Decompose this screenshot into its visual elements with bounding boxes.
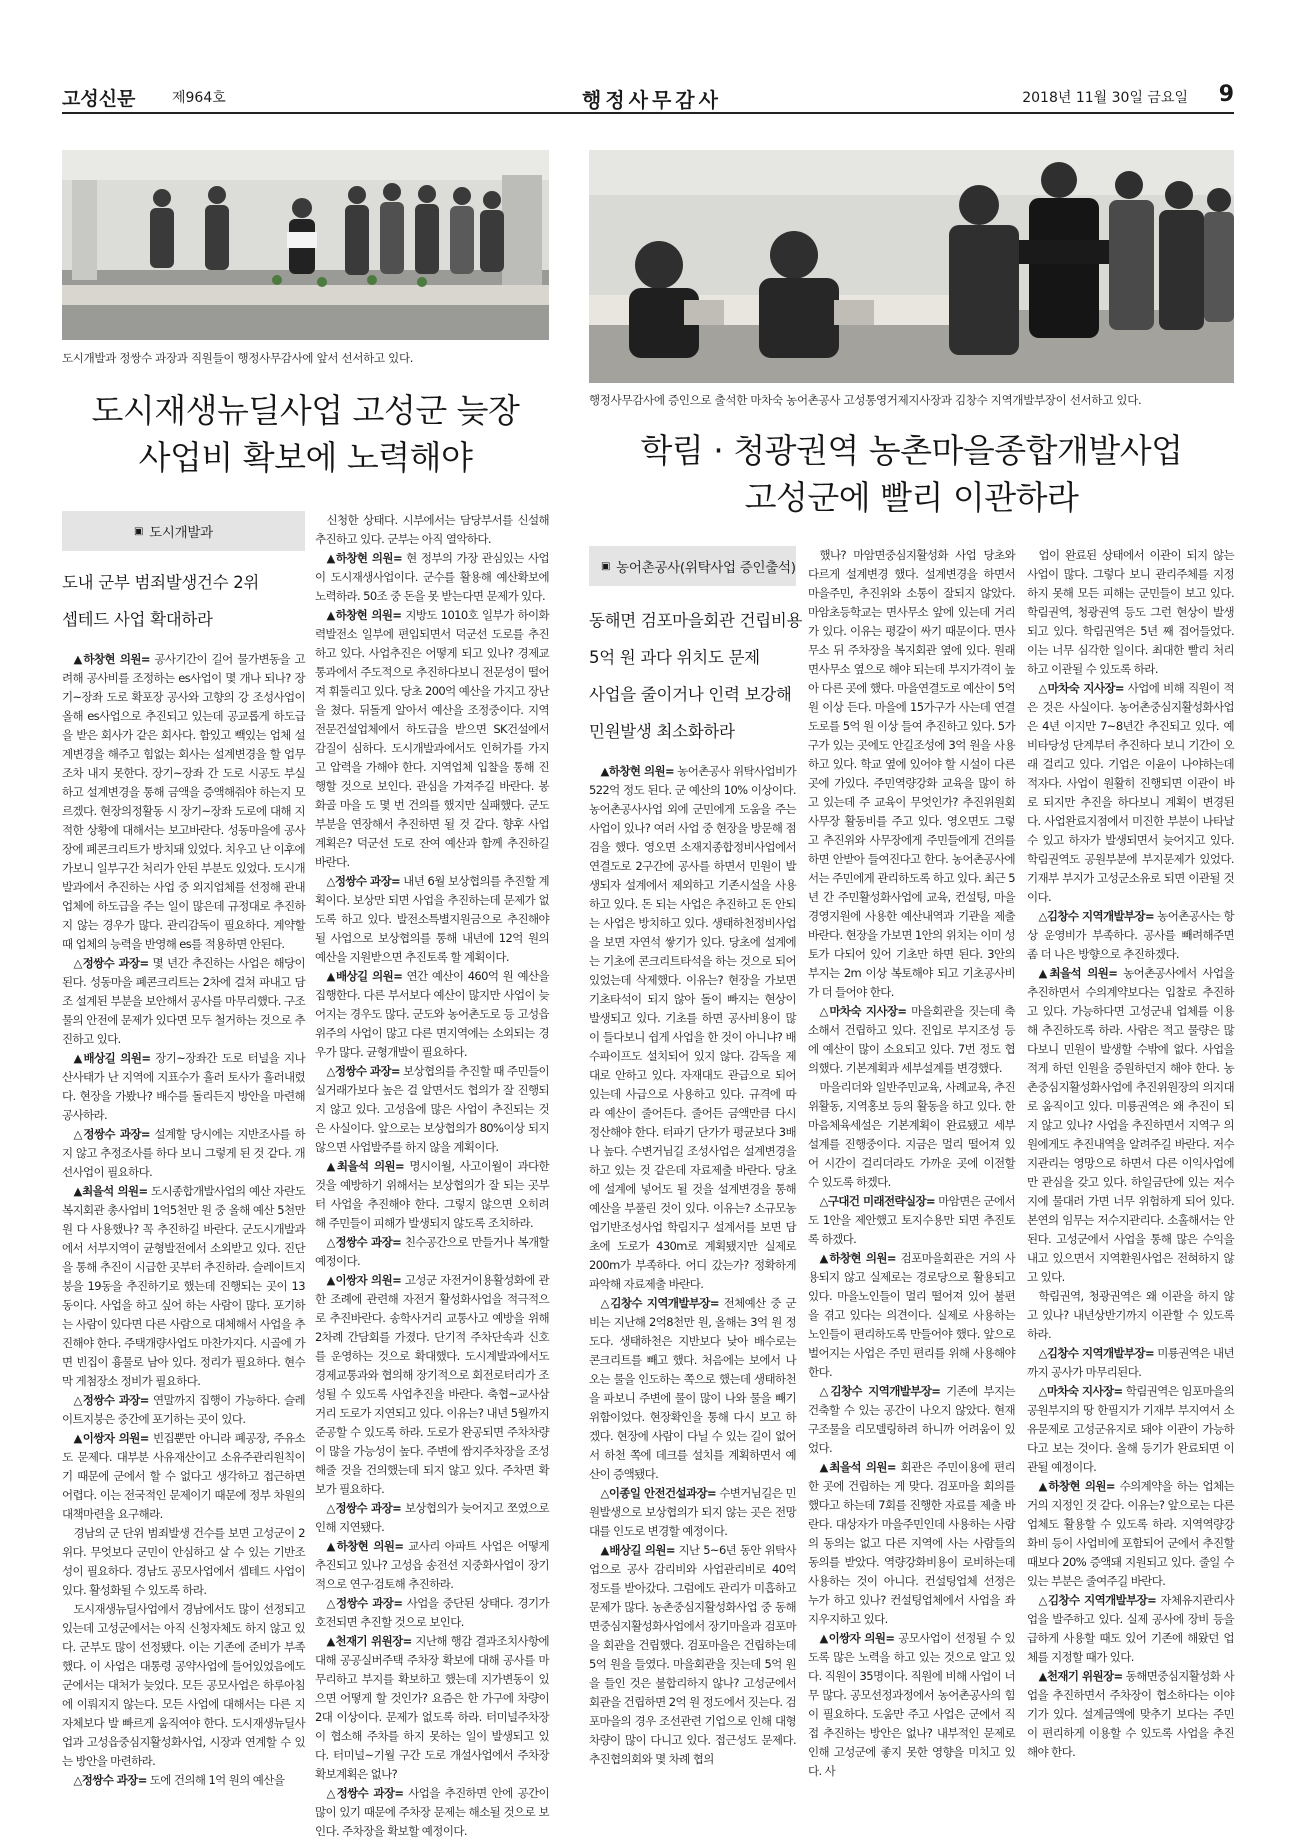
body-paragraph: ▲최을석 의원= 명시이월, 사고이월이 과다한 것을 예방하기 위해서는 보상협의가 잘 되는 곳부터 사업을 추진해야 한다. 그렇지 않으면 오히려 해 주민들이 피해가 발생되지 않도록 조치하라. bbox=[315, 1159, 549, 1230]
body-paragraph: ▲하창현 의원= 수의계약을 하는 업체는 거의 지정인 것 같다. 이유는? 앞으로는 다른 업체도 활용할 수 있도록 하라. 지역역량강화비 등이 사업비에 포함되어 군에서 추진할 때보다 20% 증액돼 지원되고 있다. 줄일 수 있는 부분은 줄여주길 바란다. bbox=[1027, 1479, 1234, 1588]
body-paragraph: ▲최을석 의원= 농어촌공사에서 사업을 추진하면서 수의계약보다는 입찰로 추진하고 있다. 가능하다면 고성군내 업체를 이용해 추진하도록 하라. 사람은 적고 물량은 많다보니 민원이 발생할 수밖에 없다. 사업을 적게 하던 인원을 증원하던지 해야 한다. 농촌중심지활성화사업에 추진위원장의 의지대로 움직이고 있다. 미룡권역은 왜 추진이 되지 않고 있나? 사업을 추진하면서 지역구 의원에게도 추진내역을 알려주길 바란다. 저수지관리는 영망으로 하면서 다른 이익사업에만 관심을 갖고 있다. 하일금단에 있는 저수지에 물대러 가면 너무 위험하게 되어 있다. 본연의 임무는 저수지관리다. 소홀해서는 안된다. 고성군에서 사업을 통해 많은 수익을 내고 있으면서 지역환원사업은 전혀하지 않고 있다. bbox=[1027, 966, 1234, 1284]
newspaper-name: 고성신문 bbox=[62, 88, 136, 110]
right-headline bbox=[589, 428, 1234, 522]
left-headline-line1: 도시재생뉴딜사업 고성군 늦장 bbox=[91, 391, 520, 430]
body-paragraph: △마차숙 지사장= 사업에 비해 직원이 적은 것은 사실이다. 농어촌중심지활성화사업은 4년 이지만 7~8년간 추진되고 있다. 예비타당성 단계부터 추진하다 보니 기간이 오래 걸리고 있다. 기업은 이윤이 나야하는데 적자다. 사업이 원활히 진행되면 이관이 바로 되지만 추진을 하다보니 계획이 변경된다. 사업완료지점에서 미진한 부분이 나타날 수 있고 하자가 발생되면서 늦어지고 있다. 학림권역도 공원부분에 부지문제가 있었다. 기재부 부지가 고성군소유로 되면 이관될 것이다. bbox=[1027, 681, 1234, 904]
body-paragraph: △마차숙 지사장= 학림권역은 임포마을의 공원부지의 땅 한필지가 기재부 부지여서 소유문제로 고성군유지로 돼야 이관이 가능하다고 보는 것이다. 올해 등기가 완료되면 이관될 예정이다. bbox=[1027, 1384, 1234, 1474]
body-paragraph: ▲하창현 의원= 교사리 아파트 사업은 어떻게 추진되고 있나? 고성읍 송전선 지중화사업이 장기적으로 연구·검토해 추진하라. bbox=[315, 1539, 549, 1591]
right-subhead-line1: 동해면 검포마을회관 건립비용 bbox=[589, 611, 803, 630]
left-body-column-2 bbox=[315, 511, 549, 1838]
body-paragraph: ▲하창현 의원= 검포마을회관은 거의 사용되지 않고 실제로는 경로당으로 활용되고 있다. 마을노인들이 멀리 떨어져 있어 불편을 겪고 있다는 의견이다. 실제로 사용하는 노인들이 편리하도록 만들어야 했다. 앞으로 벌어지는 사업은 주민 편리를 위해 사용해야 한다. bbox=[808, 1251, 1015, 1379]
right-tag-label: 농어촌공사(위탁사업 증인출석) bbox=[616, 560, 796, 576]
masthead bbox=[62, 82, 1234, 112]
body-paragraph: ▲최을석 의원= 회관은 주민이용에 편리한 곳에 건립하는 게 맞다. 검포마을 회의를 했다고 하는데 7회를 진행한 자료를 제출 바란다. 대상자가 마을주민인데 사용하는 사람의 동의는 없고 다른 지역에 사는 사람들의 동의를 받았다. 역량강화비용이 로비하는데 사용하는 것이 아니다. 컨설팅업체 선정은 누가 하고 있나? 컨설팅업체에서 사업을 좌지우지하고 있다. bbox=[808, 1460, 1015, 1626]
body-paragraph: ▲하창현 의원= 지방도 1010호 일부가 하이화력발전소 일부에 편입되면서 덕군선 도로를 추진하고 있다. 사업추진은 어떻게 되고 있나? 경제교통과에서 주도적으로 추진하다보니 전문성이 떨어져 휘둘리고 있다. 당초 200억 예산을 가지고 장난을 쳤다. 뒤돌게 알아서 예산을 조정중이다. 지역전문건설업체에서 하도급을 받으면 SK건설에서 감질이 심하다. 도시개발과에서도 인허가를 가지고 압력을 가해야 한다. 지역업체 입찰을 통해 진행할 것으로 보인다. 관심을 가져주길 바란다. 봉화골 마을 도 몇 번 건의를 했지만 실패했다. 군도부분을 연장해서 추진하면 될 것 같다. 향후 사업계획은? 덕군선 도로 잔여 예산과 함께 추진하길 바란다. bbox=[315, 608, 549, 869]
left-headline bbox=[62, 388, 549, 482]
body-paragraph: 신청한 상태다. 시부에서는 담당부서를 신설해 추진하고 있다. 군부는 아직 열악하다. bbox=[315, 513, 549, 546]
body-paragraph: ▲하창현 의원= 현 정부의 가장 관심있는 사업이 도시재생사업이다. 군수를 활용해 예산확보에 노력하라. 50조 중 돈을 못 받는다면 문제가 있다. bbox=[315, 551, 549, 603]
left-subhead bbox=[62, 564, 305, 638]
body-paragraph: △마차숙 지사장= 마을회관을 짓는데 축소해서 건립하고 있다. 진입로 부지조성 등에 예산이 많이 소요되고 있다. 7번 정도 협의했다. 기본계획과 세부설계를 변경했다. bbox=[808, 1004, 1015, 1075]
publication-date: 2018년 11월 30일 금요일 bbox=[1022, 90, 1188, 106]
body-paragraph: 학림권역, 청광권역은 왜 이관을 하지 않고 있나? 내년상반기까지 이관할 수 있도록 하라. bbox=[1027, 1289, 1234, 1341]
body-paragraph: △정쌍수 과장= 친수공간으로 만들거나 복개할 예정이다. bbox=[315, 1235, 549, 1268]
body-paragraph: △김창수 지역개발부장= 농어촌공사는 항상 운영비가 부족하다. 공사를 빼려해주면 좀 더 나은 방향으로 추진하겠다. bbox=[1027, 909, 1234, 961]
right-section-tag bbox=[589, 546, 796, 586]
body-paragraph: ▲배상길 의원= 지난 5~6년 동안 위탁사업으로 공사 감리비와 사업관리비로 40억 정도를 받아갔다. 그럼에도 관리가 미흡하고 문제가 많다. 농촌중심지활성화사업 중 동해면중심지활성화사업에서 장기마을과 검포마을 회관을 건립했다. 검포마을은 건립하는데 5억 원을 들였다. 마을회관을 짓는데 5억 원을 들인 것은 불합리하지 않나? 고성군에서 회관을 건립하면 2억 원 정도에서 짓는다. 검포마을의 경우 조선관련 기업으로 인해 대형차량이 많이 다니고 있다. 접근성도 문제다. 추진협의회와 몇 차례 협의 bbox=[589, 1543, 797, 1766]
right-subhead-line2: 5억 원 과다 위치도 문제 bbox=[589, 648, 760, 667]
body-paragraph: ▲이쌍자 의원= 고성군 자전거이용활성화에 관한 조례에 관련해 자전거 활성화사업을 적극적으로 추진바란다. 송학사거리 교통사고 예방을 위해 2차례 간담회를 가졌다. 단기적 주차단속과 신호를 운영하는 것으로 확대했다. 도시계발과에서도 경제교통과와 협의해 장기적으로 회전로터리가 조성될 수 있도록 사업추진을 바란다. 축협~교사삼거리 도로가 지연되고 있다. 이유는? 내년 5월까지 준공할 수 있도록 하라. 도로가 완공되면 주차차량이 많을 가능성이 높다. 주변에 쌈지주차장을 조성해줄 것을 건의했는데 되지 않고 있다. 주차면 확보가 필요하다. bbox=[315, 1273, 549, 1496]
body-paragraph: △정쌍수 과장= 보상협의를 추진할 때 주민들이 실거래가보다 높은 걸 알면서도 협의가 잘 진행되지 않고 있다. 고성읍에 많은 사업이 추진되는 것은 사실이다. 앞으로는 보상협의가 80%이상 되지 않으면 사업발주를 하지 않을 계획이다. bbox=[315, 1064, 549, 1154]
body-paragraph: △김창수 지역개발부장= 기존에 부지는 건축할 수 있는 공간이 나오지 않았다. 현재 구조물을 리모델링하려 하니까 어려움이 있었다. bbox=[808, 1384, 1015, 1455]
body-paragraph: △정쌍수 과장= 사업을 중단된 상태다. 경기가 호전되면 추진할 것으로 보인다. bbox=[315, 1596, 549, 1629]
body-paragraph: △구대건 미래전략실장= 마암면은 군에서도 1안을 제안했고 토지수용만 되면 추진토록 하겠다. bbox=[808, 1194, 1015, 1246]
body-paragraph: △김창수 지역개발부장= 전체예산 중 군비는 지난해 2억8천만 원, 올해는 3억 원 정도다. 생태하천은 지반보다 낮아 배수로는 콘크리트를 빼고 했다. 처음에는 보에서 나오는 물을 인도하는 쪽으로 했는데 생태하천을 파보니 주변에 물이 많이 나와 물을 빼기 위함이었다. 현장확인을 통해 다시 보고 하겠다. 현장에 사람이 다닐 수 있는 길이 없어서 하천 쪽에 데크를 설치를 계획하면서 예산이 증액됐다. bbox=[589, 1296, 796, 1481]
right-body-column-3 bbox=[1027, 546, 1234, 1759]
square-bullet-icon: ▣ bbox=[134, 525, 144, 537]
right-body-column-2 bbox=[808, 546, 1016, 1778]
body-paragraph: ▲하창현 의원= 농어촌공사 위탁사업비가 522억 정도 된다. 군 예산의 10% 이상이다. 농어촌공사사업 외에 군민에게 도움을 주는 사업이 있나? 여러 사업 중 현장을 방문해 점검을 했다. 영오면 소재지종합정비사업에서 연결도로 2구간에 공사를 하면서 민원이 발생되자 설계에서 제외하고 기존시설을 사용하고 있다. 돈 되는 사업은 추진하고 돈 안되는 사업은 방치하고 있다. 생태하천정비사업을 보면 자연석 쌓기가 있다. 당초에 설계에는 기초에 콘크리트타석을 하는 것으로 되어 있었는데 삭제했다. 이유는? 현장을 가보면 기초타석이 되지 않아 돌이 빠지는 현상이 발생되고 있다. 기초를 하면 공사비용이 많이 들다보니 쉽게 사업을 한 것이 아니냐? 배수파이프도 설치되어 있지 않다. 감독을 제대로 안하고 있다. 자재대도 관급으로 되어 있는데 사급으로 사용하고 있다. 규격에 따라 예산이 줄어든다. 줄어든 금액만큼 다시 정산해야 한다. 터파기 단가가 평균보다 3배나 높다. 수변거님길 조성사업은 설계변경을 하고 있는 것 같은데 자료제출 바란다. 당초에 설계에 넣어도 될 것을 설계변경을 통해 예산을 부풀린 것이 있다. 이유는? 소규모농업기반조성사업 학림지구 설계서를 보면 담초에 도로가 430m로 계획됐지만 실제로 200m가 부족하다. 어디 갔는가? 정확하게 파악해 자료제출 바란다. bbox=[589, 764, 796, 1291]
body-paragraph: △정쌍수 과장= 연말까지 집행이 가능하다. 슬레이트지붕은 중간에 포기하는 곳이 있다. bbox=[62, 1393, 305, 1426]
right-subhead bbox=[589, 602, 803, 750]
left-tag-label: 도시개발과 bbox=[149, 525, 213, 541]
body-paragraph: ▲배상길 의원= 연간 예산이 460억 원 예산을 집행한다. 다른 부서보다 예산이 많지만 사업이 늦어지는 경우도 많다. 군도와 농어촌도로 등 고성읍 위주의 사업이 많고 다른 면지역에는 소외되는 경우가 많다. 균형개발이 필요하다. bbox=[315, 969, 549, 1059]
left-body-column-1 bbox=[62, 650, 305, 1787]
right-subhead-line3: 사업을 줄이거나 인력 보강해 bbox=[589, 685, 792, 704]
body-paragraph: ▲배상길 의원= 장기~장좌간 도로 터널을 지나 산사태가 난 지역에 지표수가 흘러 토사가 흘러내렸다. 현장을 가봤나? 배수를 돌리든지 방안을 마련해 공사하라. bbox=[62, 1051, 305, 1122]
body-paragraph: ▲하창현 의원= 공사기간이 길어 물가변동을 고려해 공사비를 조정하는 es사업이 몇 개나 되나? 장기~장좌 도로 확포장 공사와 고향의 강 조성사업이 올해 es사업으로 추진되고 있는데 공교롭게 하도급을 받은 회사가 같은 회사다. 함있고 빽있는 업체 설계변경을 해주고 힘없는 회사는 설계변경을 할 업무조차 내지 못한다. 장기~장좌 간 도로 시공도 부실하고 설계변경을 통해 금액을 증액해줘야 하는지 모르겠다. 현장의정활동 시 장기~장좌 도로에 대해 지적한 상황에 대해서는 보고바란다. 성동마을에 공사장에 폐콘크리트가 방치돼 있었다. 치우고 난 이후에 가보니 일부구간 처리가 안된 부분도 있었다. 도시개발과에서 추진하는 사업 중 외지업체를 선정해 관내 업체에 하도급을 주는 일이 많은데 규정대로 추진하지 않는 경우가 많다. 관리감독이 필요하다. 계약할 때 업체의 능력을 반영해 es를 적용하면 안된다. bbox=[62, 652, 305, 951]
left-subhead-line2: 셉테드 사업 확대하라 bbox=[62, 610, 213, 629]
body-paragraph: ▲천재기 위원장= 동해면중심지활성화 사업을 추진하면서 주차장이 협소하다는 이야기가 있다. 설계금액에 맞추기 보다는 주민이 편리하게 이용할 수 있도록 사업을 추진해야 한다. bbox=[1027, 1669, 1234, 1759]
body-paragraph: △이종일 안전건설과장= 수변거님길은 민원발생으로 보상협의가 되지 않는 곳은 전망대를 인도로 변경할 예정이다. bbox=[589, 1486, 796, 1538]
body-paragraph: △정쌍수 과장= 내년 6월 보상협의를 추진할 계획이다. 보상만 되면 사업을 추진하는데 문제가 없도록 하고 있다. 발전소특별지원금으로 추진해야 될 사업으로 보상협의를 통해 내년에 12억 원의 예산을 지원받으면 추진토록 할 계획이다. bbox=[315, 874, 549, 964]
section-title: 행정사무감사 bbox=[582, 88, 722, 112]
header-rule bbox=[62, 112, 1234, 114]
body-paragraph: △정쌍수 과장= 몇 년간 추진하는 사업은 해당이 된다. 성동마을 폐콘크리트는 2차에 걸쳐 파내고 담조 설계된 부분을 보안해서 공사를 마무리했다. 구조물의 안전에 문제가 있다면 모두 철거하는 것으로 추진하고 있다. bbox=[62, 956, 305, 1046]
body-paragraph: 경남의 군 단위 범죄발생 건수를 보면 고성군이 2위다. 무엇보다 군민이 안심하고 살 수 있는 기반조성이 필요하다. 경남도 공모사업에서 셉테드 사업이 있다. 활성화될 수 있도록 하라. bbox=[62, 1526, 305, 1597]
right-headline-line2: 고성군에 빨리 이관하라 bbox=[744, 477, 1079, 517]
body-paragraph: 업이 완료된 상태에서 이관이 되지 않는 사업이 많다. 그렇다 보니 관리주체를 지정하지 못해 모든 피해는 군민들이 보고 있다. 학림권역, 청광권역 등도 그런 현상이 발생되고 있다. 학림권역은 5년 째 접어들었다. 이는 너무 심각한 일이다. 최대한 빨리 처리하고 이관될 수 있도록 하라. bbox=[1027, 548, 1234, 676]
left-photo-caption: 도시개발과 정쌍수 과장과 직원들이 행정사무감사에 앞서 선서하고 있다. bbox=[62, 351, 414, 365]
body-paragraph: ▲천재기 위원장= 지난해 행감 결과조치사항에 대해 공공실버주택 주차장 확보에 대해 공사를 마무리하고 부지를 확보하고 했는데 지가변동이 있으면 어떻게 할 것인가? 요즘은 한 가구에 차량이 2대 이상이다. 문제가 없도록 하라. 터미널주차장이 협소해 주차를 하지 못하는 일이 발생되고 있다. 터미널~기월 구간 도로 개설사업에서 주차장 확보계획은 없나? bbox=[315, 1634, 549, 1781]
right-body-column-1 bbox=[589, 762, 797, 1766]
left-subhead-line1: 도내 군부 범죄발생건수 2위 bbox=[62, 573, 260, 592]
left-section-tag bbox=[62, 511, 305, 551]
body-paragraph: △정쌍수 과장= 설계할 당시에는 지반조사를 하지 않고 추정조사를 하다 보니 그렇게 된 것 같다. 개선사업이 필요하다. bbox=[62, 1127, 305, 1179]
right-subhead-line4: 민원발생 최소화하라 bbox=[589, 722, 735, 741]
page-number: 9 bbox=[1218, 82, 1234, 107]
right-photo-caption: 행정사무감사에 증인으로 출석한 마차숙 농어촌공사 고성통영거제지사장과 김창수 지역개발부장이 선서하고 있다. bbox=[589, 393, 1142, 407]
issue-number: 제964호 bbox=[172, 90, 226, 106]
body-paragraph: 했나? 마암면중심지활성화 사업 당초와 다르게 설계변경 했다. 설계변경을 하면서 마을주민, 추진위와 소통이 잘되지 않았다. 마암초등학교는 면사무소 앞에 있는데 거리가 있다. 이유는 평갈이 싸기 때문이다. 면사무소 뒤 주차장을 복지회관 옆에 있다. 원래 면사무소 옆으로 해야 되는데 부지가격이 높아 다른 곳에 했다. 마을연결도로 예산이 5억 원 이상 든다. 마을에 15가구가 사는데 연결도로를 5억 원 이상 들여 추진하고 있다. 5가구가 있는 곳에도 안길조성에 3억 원을 사용하고 있다. 학교 옆에 있어야 할 시설이 다른 곳에 가있다. 주민역량강화 교육을 많이 하고 있는데 주 교육이 무엇인가? 추진위원회 사무장 활동비를 주고 있다. 영오면도 그렇고 추진위와 사무장에게 주민들에게 건의를 하면 안받아 들여진다고 한다. 농어촌공사에서는 주민에게 관리하도록 하고 있다. 최근 5년 간 주민활성화사업에 교육, 컨설팅, 마을경영지원에 사용한 예산내역과 기관을 제출 바란다. 현장을 가보면 1안의 위치는 이미 성토가 다되어 있어 기초만 하면 된다. 3안의 부지는 2m 이상 복토해야 되고 기초공사비가 더 들어야 한다. bbox=[808, 548, 1015, 999]
body-paragraph: 마을리더와 일반주민교육, 사례교육, 추진위활동, 지역홍보 등의 활동을 하고 있다. 한마음체육세설은 기본계획이 완료됐고 세부설계를 진행중이다. 지금은 멀리 떨어져 있어 시간이 걸리더라도 가까운 곳에 이전할 수 있도록 하겠다. bbox=[808, 1080, 1015, 1189]
body-paragraph: △정쌍수 과장= 도에 건의해 1억 원의 예산을 bbox=[73, 1773, 285, 1787]
left-headline-line2: 사업비 확보에 노력해야 bbox=[138, 437, 473, 477]
body-paragraph: 도시재생뉴딜사업에서 경남에서도 많이 선정되고 있는데 고성군에서는 아직 신청자체도 하지 않고 있다. 군부도 많이 선정됐다. 이는 기존에 준비가 부족했다. 이 사업은 대통령 공약사업에 들어있었음에도 군에서는 대처가 늦었다. 모든 공모사업은 하루아침에 이뤄지지 않는다. 모든 사업에 대해서는 다른 지자체보다 발 빠르게 움직여야 한다. 도시재생뉴딜사업과 고성읍중심지활성화사업, 시장과 연계할 수 있는 방안을 마련하라. bbox=[62, 1602, 305, 1768]
body-paragraph: △김창수 지역개발부장= 미룡권역은 내년까지 공사가 마무리된다. bbox=[1027, 1346, 1234, 1379]
left-article-photo bbox=[62, 150, 549, 340]
body-paragraph: △정쌍수 과장= 보상협의가 늦어지고 쪼였으로 인해 지연됐다. bbox=[315, 1501, 549, 1534]
body-paragraph: ▲최을석 의원= 도시종합개발사업의 예산 자란도 복지회관 총사업비 1억5천만 원 중 올해 예산 5천만 원 다 사용했나? 꼭 추진하길 바란다. 군도시개발과에서 서부지역이 균형발전에서 소외받고 있다. 진단을 통해 추진이 시급한 곳부터 추진하라. 슬레이트지붕을 19동을 추진하기로 했는데 진행되는 곳이 13동이다. 사업을 하고 싶어 하는 사람이 많다. 포기하는 사람이 있다면 다른 사람으로 대체해서 사업을 추진해야 한다. 주택개량사업도 마찬가지다. 시골에 가면 빈집이 흉물로 남아 있다. 정리가 필요하다. 현수막 게첨장소 정비가 필요하다. bbox=[62, 1184, 305, 1388]
body-paragraph: △김창수 지역개발부장= 자체유지관리사업을 발주하고 있다. 실제 공사에 장비 등을 급하게 사용할 때도 있어 기존에 해왔던 업체를 지정할 때가 있다. bbox=[1027, 1593, 1234, 1664]
right-headline-line1: 학림 · 청광권역 농촌마을종합개발사업 bbox=[640, 431, 1183, 470]
right-article-photo bbox=[589, 150, 1234, 383]
square-bullet-icon: ▣ bbox=[601, 560, 611, 572]
body-paragraph: ▲이쌍자 의원= 공모사업이 선정될 수 있도록 많은 노력을 하고 있는 것으로 알고 있다. 직원이 35명이다. 직원에 비해 사업이 너무 많다. 공모선정과정에서 농어촌공사의 힘이 필요하다. 도움만 주고 사업은 군에서 직접 추진하는 방안은 없나? 내부적인 문제로 인해 고성군에 좋지 못한 영향을 미치고 있다. 사 bbox=[808, 1631, 1016, 1778]
body-paragraph: ▲이쌍자 의원= 빈집뿐만 아니라 폐공장, 주유소도 문제다. 대부분 사유재산이고 소유주관리원칙이기 때문에 군에서 할 수 없다고 생각하고 접근하면 어렵다. 이는 전국적인 문제이기 때문에 정부 차원의 대책마련을 요구해라. bbox=[62, 1431, 305, 1521]
body-paragraph: △정쌍수 과장= 사업을 추진하면 안에 공간이 많이 있기 때문에 주차장 문제는 해소될 것으로 보인다. 주차장을 확보할 예정이다. bbox=[315, 1786, 549, 1838]
